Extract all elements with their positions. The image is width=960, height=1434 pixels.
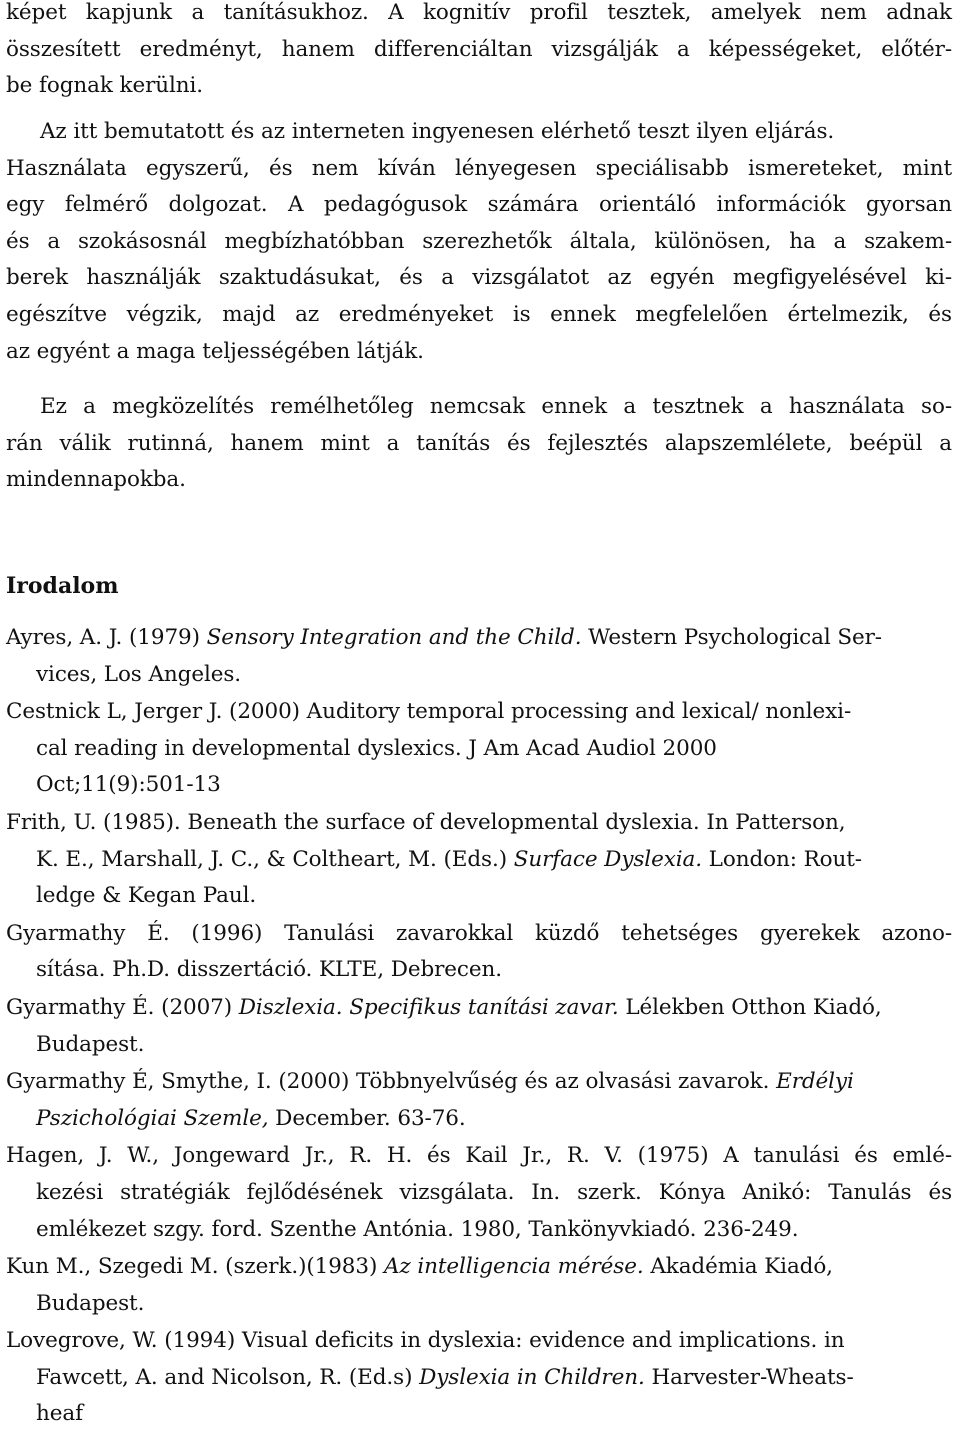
reference-text: vices, Los Angeles. [36,661,242,687]
reference-title-text: Surface Dyslexia. [513,846,702,872]
reference-entry [6,916,952,989]
reference-text: Gyarmathy É. (2007) [6,994,239,1020]
reference-line [6,731,952,768]
reference-text: Lovegrove, W. (1994) Visual deficits in dyslexia: evidence and implications. in [6,1328,845,1354]
reference-entry [6,620,952,693]
reference-line [6,916,952,953]
reference-line [6,1323,952,1360]
reference-line [6,1138,952,1175]
text-line: egy felmérő dolgozat. A pedagógusok számára orientáló információk gyorsan [6,192,952,218]
reference-line [6,1027,952,1064]
reference-text: Harvester-Wheats- [644,1364,854,1390]
reference-entry [6,1323,952,1433]
paragraph-3 [6,389,952,499]
reference-text: Budapest. [36,1290,145,1316]
text-line: az egyént a maga teljességében látják. [6,338,424,364]
text-line: Használata egyszerű, és nem kíván lényegesen speciálisabb ismereteket, mint [6,155,952,181]
reference-entry [6,1064,952,1137]
text-line: és a szokásosnál megbízhatóbban szerezhetők általa, különösen, ha a szakem- [6,228,952,254]
reference-text: Kun M., Szegedi M. (szerk.)(1983) [6,1254,384,1280]
section-heading: Irodalom [6,573,119,599]
reference-line [6,620,952,657]
reference-text: Gyarmathy É, Smythe, I. (2000) Többnyelvűség és az olvasási zavarok. [6,1069,777,1095]
reference-entry [6,805,952,915]
reference-text: Cestnick L, Jerger J. (2000) Auditory temporal processing and lexical/ nonlexi- [6,699,852,725]
reference-list [6,620,952,1434]
reference-text: kezési stratégiák fejlődésének vizsgálata. In. szerk. Kónya Anikó: Tanulás és [36,1179,952,1205]
reference-title-text: Sensory Integration and the Child. [206,625,582,650]
reference-line [6,1396,952,1433]
reference-line [6,805,952,842]
text-line: képet kapjunk a tanításukhoz. A kognitív profil tesztek, amelyek nem adnak [6,0,952,25]
reference-title-text: Dyslexia in Children. [419,1364,645,1390]
reference-text: Oct;11(9):501-13 [36,772,221,798]
reference-title-text: Pszichológiai Szemle, [36,1105,269,1131]
reference-text: Budapest. [36,1031,145,1057]
reference-line [6,1212,952,1249]
reference-text: Fawcett, A. and Nicolson, R. (Ed.s) [36,1364,420,1390]
reference-line [6,657,952,694]
reference-line [6,767,952,804]
reference-entry [6,990,952,1063]
reference-text: K. E., Marshall, J. C., & Coltheart, M. (Eds.) [36,846,514,872]
reference-line [6,1064,952,1101]
text-line: be fognak kerülni. [6,73,204,99]
reference-text: sítása. Ph.D. disszertáció. KLTE, Debrecen. [36,957,502,983]
reference-entry [6,1138,952,1248]
reference-text: December. 63-76. [268,1105,466,1131]
reference-text: Western Psychological Ser- [581,625,882,650]
reference-text: Akadémia Kiadó, [643,1254,833,1280]
reference-text: Hagen, J. W., Jongeward Jr., R. H. és Kail Jr., R. V. (1975) A tanulási és emlé- [6,1143,952,1169]
reference-line [6,694,952,731]
reference-line [6,1175,952,1212]
text-line: mindennapokba. [6,467,186,493]
reference-line [6,1360,952,1397]
reference-text: Ayres, A. J. (1979) [6,625,207,650]
reference-line [6,1249,952,1286]
text-line: rán válik rutinná, hanem mint a tanítás és fejlesztés alapszemlélete, beépül a [6,430,952,456]
reference-entry [6,694,952,804]
text-line: egészítve végzik, majd az eredményeket is ennek megfelelően értelmezik, és [6,301,952,327]
reference-entry [6,1249,952,1322]
reference-text: emlékezet szgy. ford. Szenthe Antónia. 1980, Tankönyvkiadó. 236-249. [36,1216,799,1242]
reference-title-text: Erdélyi [776,1069,854,1095]
reference-line [6,1101,952,1138]
paragraph-1 [6,0,952,105]
text-line: összesített eredményt, hanem differenciáltan vizsgálják a képességeket, előtér- [6,36,952,62]
reference-line [6,842,952,879]
text-line: Ez a megközelítés remélhetőleg nemcsak ennek a tesztnek a használata so- [40,394,952,419]
reference-line [6,1286,952,1323]
reference-text: heaf [36,1401,83,1427]
reference-text: Gyarmathy É. (1996) Tanulási zavarokkal küzdő tehetséges gyerekek azono- [6,920,952,946]
reference-line [6,952,952,989]
paragraph-2 [6,114,952,370]
reference-text: London: Rout- [701,846,862,872]
reference-text: cal reading in developmental dyslexics. J Am Acad Audiol 2000 [36,735,717,761]
reference-text: ledge & Kegan Paul. [36,883,257,909]
text-line: Az itt bemutatott és az interneten ingyenesen elérhető teszt ilyen eljárás. [40,119,835,144]
reference-title-text: Diszlexia. Specifikus tanítási zavar. [238,994,619,1020]
text-line: berek használják szaktudásukat, és a vizsgálatot az egyén megfigyelésével ki- [6,265,952,291]
reference-line [6,990,952,1027]
reference-text: Frith, U. (1985). Beneath the surface of developmental dyslexia. In Patterson, [6,809,846,835]
reference-title-text: Az intelligencia mérése. [383,1254,644,1280]
reference-text: Lélekben Otthon Kiadó, [618,994,882,1020]
reference-line [6,878,952,915]
